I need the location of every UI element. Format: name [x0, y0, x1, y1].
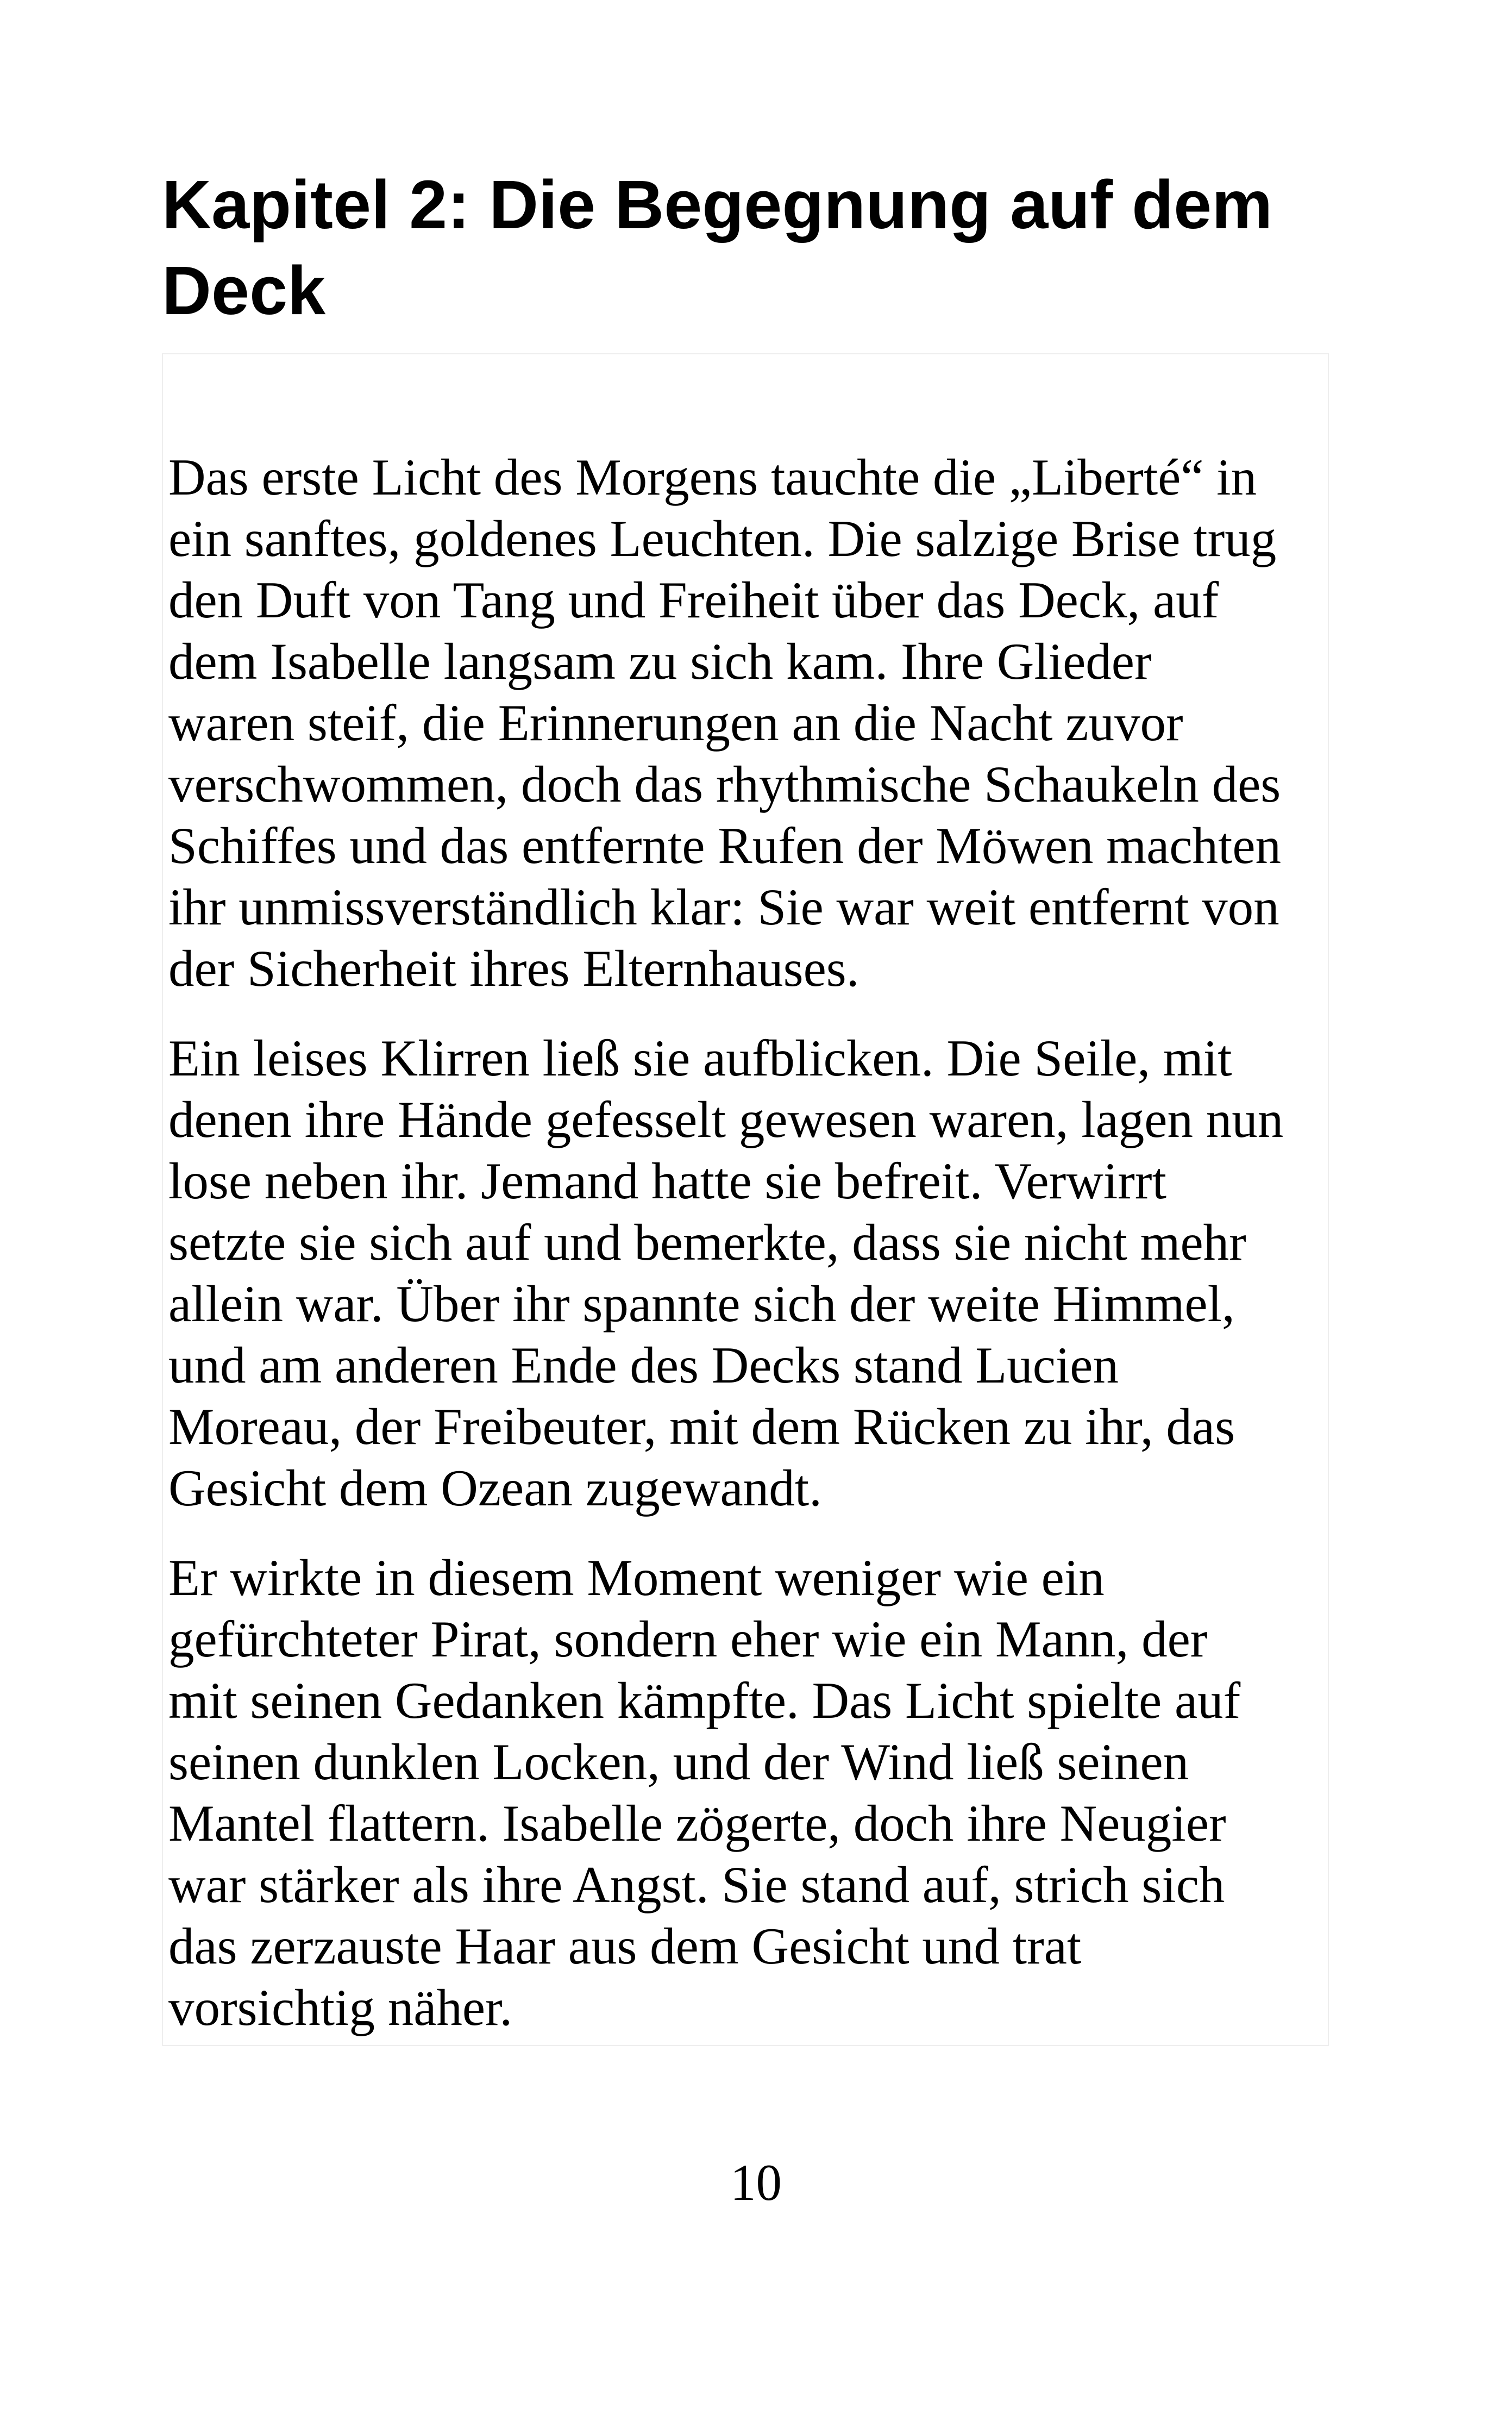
text-line: waren steif, die Erinnerungen an die Nacht zuvor — [168, 694, 1183, 752]
paragraph-1 — [168, 447, 1328, 999]
text-line: Schiffes und das entfernte Rufen der Möwen machten — [168, 817, 1282, 874]
text-line: der Sicherheit ihres Elternhauses. — [168, 940, 859, 997]
text-line: dem Isabelle langsam zu sich kam. Ihre Glieder — [168, 633, 1152, 690]
text-line: den Duft von Tang und Freiheit über das Deck, auf — [168, 571, 1219, 629]
text-line: und am anderen Ende des Decks stand Lucien — [168, 1336, 1119, 1394]
text-line: war stärker als ihre Angst. Sie stand auf, strich sich — [168, 1856, 1225, 1913]
text-line: ihr unmissverständlich klar: Sie war weit entfernt von — [168, 878, 1279, 936]
chapter-title — [162, 162, 1454, 334]
text-line: allein war. Über ihr spannte sich der weite Himmel, — [168, 1275, 1235, 1333]
page-number: 10 — [730, 2154, 782, 2211]
text-line: Das erste Licht des Morgens tauchte die „Liberté“ in — [168, 448, 1257, 506]
text-line: denen ihre Hände gefesselt gewesen waren, lagen nun — [168, 1091, 1284, 1148]
text-line: setzte sie sich auf und bemerkte, dass sie nicht mehr — [168, 1214, 1246, 1271]
paragraph-3 — [168, 1547, 1328, 2038]
text-line: vorsichtig näher. — [168, 1979, 513, 2036]
text-line: Moreau, der Freibeuter, mit dem Rücken zu ihr, das — [168, 1398, 1235, 1455]
text-line: mit seinen Gedanken kämpfte. Das Licht spielte auf — [168, 1672, 1241, 1729]
text-line: das zerzauste Haar aus dem Gesicht und trat — [168, 1917, 1082, 1975]
text-line: Gesicht dem Ozean zugewandt. — [168, 1459, 822, 1517]
text-line: lose neben ihr. Jemand hatte sie befreit. Verwirrt — [168, 1152, 1166, 1210]
text-line: Ein leises Klirren ließ sie aufblicken. Die Seile, mit — [168, 1029, 1232, 1087]
text-line: verschwommen, doch das rhythmische Schaukeln des — [168, 755, 1281, 813]
paragraph-2 — [168, 1028, 1328, 1519]
body-text-box — [162, 353, 1329, 2046]
text-line: Mantel flattern. Isabelle zögerte, doch ihre Neugier — [168, 1794, 1226, 1852]
chapter-title-line: Deck — [162, 252, 326, 329]
text-line: gefürchteter Pirat, sondern eher wie ein Mann, der — [168, 1610, 1208, 1668]
text-line: ein sanftes, goldenes Leuchten. Die salzige Brise trug — [168, 510, 1277, 567]
text-line: Er wirkte in diesem Moment weniger wie ein — [168, 1549, 1105, 1606]
text-line: seinen dunklen Locken, und der Wind ließ seinen — [168, 1733, 1189, 1791]
chapter-title-line: Kapitel 2: Die Begegnung auf dem — [162, 166, 1273, 243]
